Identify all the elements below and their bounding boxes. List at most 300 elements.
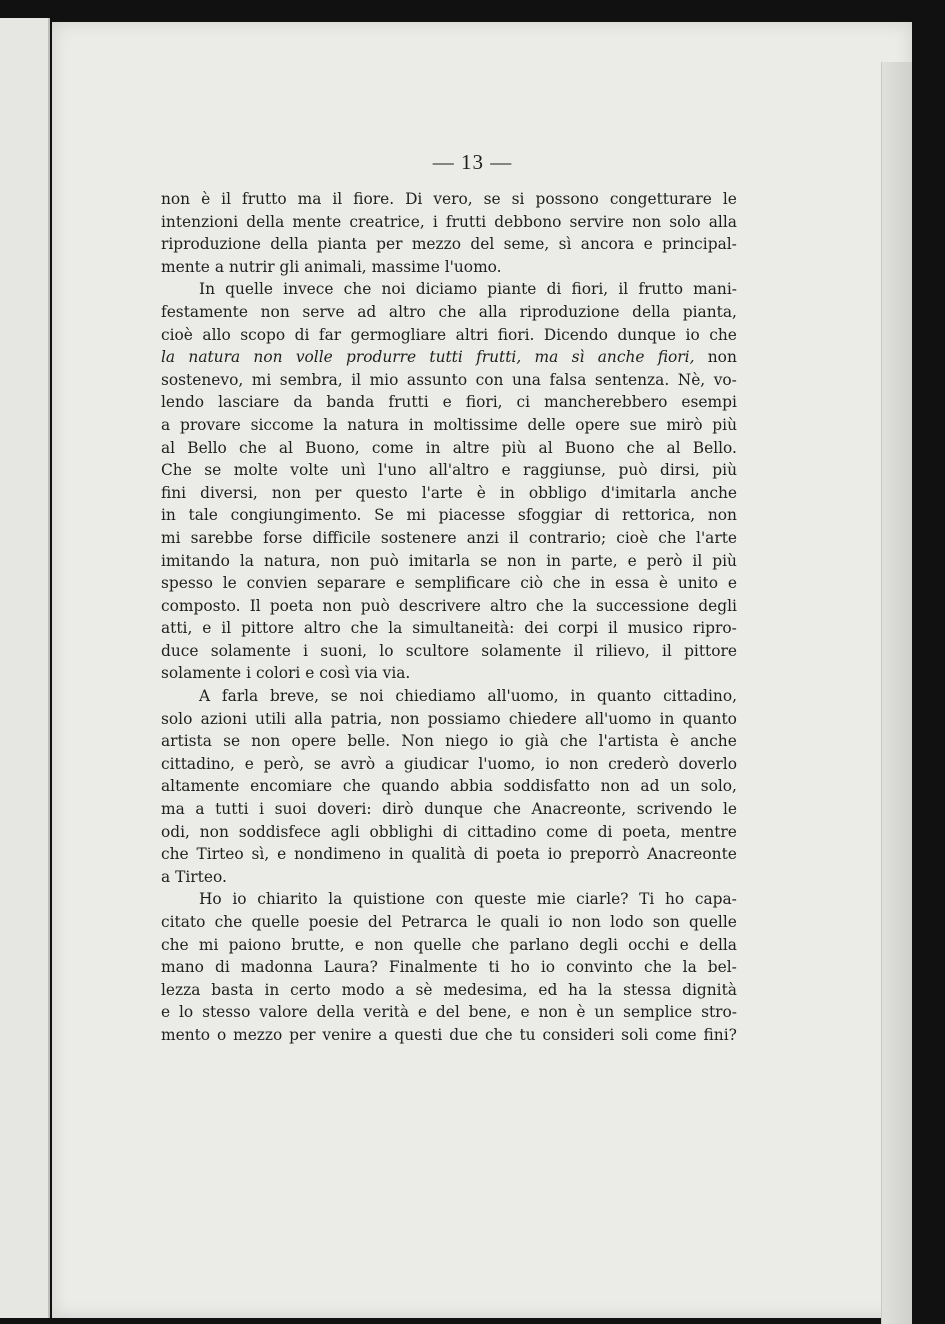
text-line	[161, 640, 737, 663]
word: preporrò	[569, 845, 640, 864]
word: ancora	[580, 235, 635, 254]
word: convinto	[566, 958, 633, 977]
word: contrario;	[528, 528, 607, 547]
word: per	[376, 235, 403, 254]
text-line	[161, 256, 737, 279]
word: dirò	[382, 800, 414, 819]
word: delle	[527, 415, 566, 434]
word: le	[722, 800, 737, 819]
word: composto.	[161, 596, 241, 615]
word: e	[501, 461, 511, 480]
word: a	[214, 257, 225, 276]
word: sè	[415, 980, 433, 999]
word: obbligo	[528, 483, 587, 502]
word: che	[161, 845, 189, 864]
word: poeta,	[622, 822, 671, 841]
text-line	[161, 1001, 737, 1024]
word: la	[161, 348, 176, 367]
word: modo	[341, 980, 385, 999]
word: di	[473, 845, 489, 864]
word: non	[390, 709, 420, 728]
word: la	[682, 958, 697, 977]
word: altro	[388, 302, 426, 321]
word: questo	[355, 483, 408, 502]
word: stesso	[202, 1003, 251, 1022]
word: non	[322, 596, 352, 615]
word: è	[576, 1003, 586, 1022]
word: farla	[221, 687, 259, 706]
text-line	[161, 617, 737, 640]
word: soddisfece	[238, 822, 321, 841]
word: mancherebbero	[544, 393, 668, 412]
word: venire	[322, 1025, 372, 1044]
word: unito	[677, 574, 719, 593]
word: per	[315, 483, 342, 502]
text-line	[161, 550, 737, 573]
word: e	[643, 235, 653, 254]
word: della	[270, 235, 309, 254]
word: in	[264, 980, 280, 999]
previous-page-edge	[0, 18, 50, 1318]
word: riproduzione	[519, 302, 620, 321]
word: cittadino,	[161, 754, 235, 773]
word: sue	[629, 415, 657, 434]
word: l'uomo.	[444, 257, 502, 276]
word: fiore.	[353, 190, 395, 208]
word: Laura?	[323, 958, 378, 977]
word: l'uno	[378, 461, 417, 480]
text-line	[161, 934, 737, 957]
word: sfoggiar	[517, 506, 582, 525]
text-line	[161, 911, 737, 934]
word: ripro-	[692, 619, 737, 638]
word: nutrir	[228, 257, 275, 276]
word: mento	[161, 1025, 211, 1044]
word: semplificare	[414, 574, 511, 593]
word: corpi	[558, 619, 599, 638]
word: a	[384, 754, 395, 773]
word: imitarla	[408, 551, 471, 570]
word: e	[202, 619, 212, 638]
word: di	[442, 822, 458, 841]
word: non	[571, 913, 601, 931]
word: con	[475, 370, 504, 389]
word: patria,	[330, 709, 383, 728]
word: e	[727, 574, 737, 593]
word: chiedere	[508, 709, 577, 728]
word: Bello	[187, 438, 227, 457]
word: il	[662, 641, 672, 660]
word: altre	[452, 438, 490, 457]
word: massime	[371, 257, 440, 276]
word: seme,	[503, 235, 550, 254]
word: riproduzione	[161, 235, 261, 254]
word: Anacreonte,	[531, 800, 627, 819]
word: in	[388, 845, 404, 864]
word: dirsi,	[659, 461, 700, 480]
word: doveri:	[317, 800, 372, 819]
word: parte,	[571, 551, 618, 570]
word: non	[600, 777, 630, 796]
word: banda	[326, 393, 375, 412]
word: per	[289, 1025, 316, 1044]
word: mi	[251, 370, 272, 389]
word: o	[216, 1025, 227, 1044]
word: degli	[579, 935, 618, 954]
word: il	[573, 641, 584, 660]
word: creatrice,	[349, 212, 425, 231]
word: servire	[569, 212, 624, 231]
word: la	[598, 980, 613, 999]
word: molte	[233, 461, 278, 480]
word: che	[709, 325, 737, 344]
text-line	[161, 391, 737, 414]
text-line	[161, 888, 737, 911]
word: che	[471, 935, 500, 954]
word: piante	[487, 280, 537, 299]
text-line	[161, 979, 737, 1002]
word: mente	[161, 257, 210, 276]
word: sì,	[251, 845, 270, 864]
word: e	[627, 551, 637, 570]
word: anche	[690, 732, 737, 751]
word: pittore	[241, 619, 294, 638]
word: mano	[161, 958, 204, 977]
word: raggiunse,	[523, 461, 606, 480]
word: noi	[359, 687, 384, 706]
word: mie	[536, 890, 566, 909]
word: che	[658, 528, 686, 547]
word: avrò	[340, 754, 376, 773]
word: ha	[568, 980, 588, 999]
word: festamente	[161, 302, 248, 321]
word: frutti,	[476, 348, 522, 367]
word: citato	[161, 913, 206, 931]
word: Non	[401, 732, 434, 751]
word: sostenevo,	[161, 370, 244, 389]
word: se	[330, 687, 348, 706]
word: della	[632, 302, 671, 321]
word: Finalmente	[388, 958, 478, 977]
word: germogliare	[350, 325, 447, 344]
word: quanto	[682, 709, 737, 728]
word: sembra,	[279, 370, 343, 389]
word: l'arte	[696, 528, 737, 547]
word: rettorica,	[622, 506, 696, 525]
word: cioè	[161, 325, 193, 344]
word: Il	[249, 596, 261, 615]
word: ma	[534, 348, 559, 367]
text-line	[161, 662, 737, 685]
word: utili	[255, 709, 286, 728]
text-line	[161, 843, 737, 866]
word: se	[483, 190, 501, 208]
word: io	[547, 845, 562, 864]
word: chiarito	[257, 890, 318, 909]
word: mezzo	[233, 1025, 283, 1044]
text-line	[161, 414, 737, 437]
word: separare	[316, 574, 386, 593]
word: solo,	[700, 777, 737, 796]
word: le	[722, 190, 737, 208]
word: ed	[538, 980, 558, 999]
word: all'altro	[428, 461, 490, 480]
word: frutto	[242, 190, 287, 208]
word: in	[408, 415, 424, 434]
word: io	[540, 958, 556, 977]
word: e	[442, 393, 452, 412]
word: moltissime	[433, 415, 518, 434]
word: Bello.	[692, 438, 737, 457]
word: poeta	[496, 845, 540, 864]
word: all'uomo	[585, 709, 652, 728]
text-line	[161, 437, 737, 460]
word: A	[199, 687, 211, 706]
word: non	[632, 212, 662, 231]
word: chiediamo	[395, 687, 476, 706]
word: falsa	[549, 370, 587, 389]
word: più	[712, 415, 737, 434]
word: colori	[255, 664, 301, 683]
word: ciarle?	[576, 890, 629, 909]
text-line	[161, 572, 737, 595]
word: che	[552, 574, 581, 593]
word: non	[251, 732, 281, 751]
word: imitando	[161, 551, 230, 570]
word: si	[511, 190, 525, 208]
word: parlano	[509, 935, 570, 954]
word: musico	[627, 619, 683, 638]
word: a	[161, 867, 171, 886]
word: la	[239, 551, 254, 570]
word: è	[476, 483, 486, 502]
word: ad	[640, 777, 660, 796]
word: e	[417, 1003, 427, 1022]
word: mi	[161, 528, 181, 547]
page-number: — 13 —	[432, 150, 513, 174]
word: di	[294, 325, 310, 344]
word: simultaneità:	[412, 619, 515, 638]
word: quistione	[353, 890, 425, 909]
word: può	[618, 461, 648, 480]
word: non	[707, 348, 737, 367]
word: artista	[161, 732, 212, 751]
word: che	[239, 438, 267, 457]
word: mi	[406, 506, 426, 525]
word: semplice	[623, 1003, 693, 1022]
word: cittadino	[467, 822, 537, 841]
word: se	[480, 551, 498, 570]
word: altamente	[161, 777, 240, 796]
word: anche	[597, 348, 645, 367]
word: lodo	[610, 913, 644, 931]
word: così	[319, 664, 350, 683]
word: crederò	[608, 754, 669, 773]
word: io	[685, 325, 700, 344]
word: di	[594, 506, 610, 525]
page-stack-edge	[881, 62, 912, 1324]
word: solamente	[210, 641, 291, 660]
text-line	[161, 685, 737, 708]
word: siccome	[250, 415, 314, 434]
word: lendo	[161, 393, 205, 412]
word: niego	[445, 732, 489, 751]
word: gli	[279, 257, 300, 276]
word: che	[438, 302, 467, 321]
word: ciò	[520, 574, 544, 593]
word: l'arte	[421, 483, 463, 502]
word: diversi,	[200, 483, 258, 502]
word: essa	[614, 574, 650, 593]
text-line	[161, 527, 737, 550]
word: al	[538, 438, 553, 457]
word: In	[199, 280, 215, 299]
word: Petrarca	[401, 913, 468, 931]
text-line	[161, 595, 737, 618]
word: a	[378, 1025, 388, 1044]
word: i	[259, 800, 265, 819]
word: il	[221, 619, 232, 638]
word: intenzioni	[161, 212, 239, 231]
word: tutti	[429, 348, 463, 367]
word: solamente	[161, 664, 242, 683]
word: la	[572, 596, 587, 615]
word: belle.	[347, 732, 391, 751]
word: pittore	[684, 641, 737, 660]
word: sì	[558, 235, 572, 254]
word: più	[501, 438, 527, 457]
word: in	[546, 551, 562, 570]
word: non	[271, 483, 301, 502]
word: del	[470, 235, 495, 254]
word: produrre	[346, 348, 417, 367]
word: scopo	[240, 325, 286, 344]
word: giudicar	[403, 754, 469, 773]
word: scrivendo	[636, 800, 713, 819]
word: encomiare	[250, 777, 333, 796]
word: ho	[510, 958, 530, 977]
word: se	[313, 754, 331, 773]
word: soli	[621, 1025, 649, 1044]
word: atti,	[161, 619, 193, 638]
word: possono	[535, 190, 599, 208]
word: se	[223, 732, 241, 751]
text-line	[161, 346, 737, 369]
word: più	[712, 461, 737, 480]
word: Che	[161, 461, 192, 480]
word: e	[161, 1003, 171, 1022]
word: in	[570, 687, 586, 706]
word: mezzo	[411, 235, 462, 254]
word: l'uomo,	[478, 754, 536, 773]
word: serve	[302, 302, 345, 321]
word: e	[520, 1003, 530, 1022]
word: tu	[519, 1025, 536, 1044]
word: non	[253, 348, 283, 367]
word: e	[244, 754, 254, 773]
word: lo	[379, 641, 394, 660]
word: animali,	[304, 257, 367, 276]
word: suoi	[274, 800, 307, 819]
word: provare	[179, 415, 241, 434]
word: sarebbe	[190, 528, 253, 547]
word: però	[646, 551, 683, 570]
word: paiono	[228, 935, 281, 954]
word: opere	[575, 415, 620, 434]
word: qualità	[411, 845, 466, 864]
word: a	[161, 415, 171, 434]
word: via	[354, 664, 378, 683]
word: spesso	[161, 574, 213, 593]
text-line	[161, 324, 737, 347]
word: assunto	[406, 370, 468, 389]
word: ti	[488, 958, 500, 977]
word: Se	[374, 506, 394, 525]
word: convien	[246, 574, 308, 593]
word: suoni,	[320, 641, 368, 660]
word: i	[246, 664, 252, 683]
word: scultore	[405, 641, 469, 660]
word: alla	[708, 212, 737, 231]
word: basta	[211, 980, 254, 999]
word: che	[350, 619, 379, 638]
word: medesima,	[443, 980, 528, 999]
text-line	[161, 278, 737, 301]
word: fiori,	[571, 280, 609, 299]
word: esempi	[681, 393, 737, 412]
word: non	[199, 822, 229, 841]
word: il	[692, 551, 703, 570]
word: di	[546, 280, 562, 299]
word: debbono	[494, 212, 562, 231]
word: in	[659, 709, 675, 728]
word: che	[559, 732, 588, 751]
word: solo	[161, 709, 193, 728]
word: descrivere	[398, 596, 481, 615]
word: il	[332, 190, 343, 208]
word: al	[666, 438, 681, 457]
word: mente	[292, 212, 342, 231]
word: breve,	[269, 687, 319, 706]
word: Di	[405, 190, 423, 208]
word: non	[374, 935, 404, 954]
word: che	[342, 777, 371, 796]
word: può	[369, 551, 399, 570]
word: al	[278, 438, 293, 457]
word: poeta	[269, 596, 314, 615]
word: a	[395, 980, 405, 999]
word: che	[214, 913, 243, 931]
word: nondimeno	[294, 845, 381, 864]
text-line	[161, 866, 737, 889]
word: e	[354, 935, 364, 954]
word: piacesse	[438, 506, 506, 525]
word: far	[318, 325, 342, 344]
word: e	[679, 935, 689, 954]
word: dunque	[424, 800, 483, 819]
word: Tirteo	[196, 845, 244, 864]
word: Anacreonte	[647, 845, 737, 864]
word: il	[351, 370, 362, 389]
word: pianta,	[682, 302, 737, 321]
word: natura	[347, 415, 399, 434]
text-line	[161, 233, 737, 256]
word: è	[669, 732, 679, 751]
word: Ho	[199, 890, 222, 909]
word: in	[161, 506, 176, 525]
word: dunque	[617, 325, 677, 344]
word: mirò	[666, 415, 703, 434]
